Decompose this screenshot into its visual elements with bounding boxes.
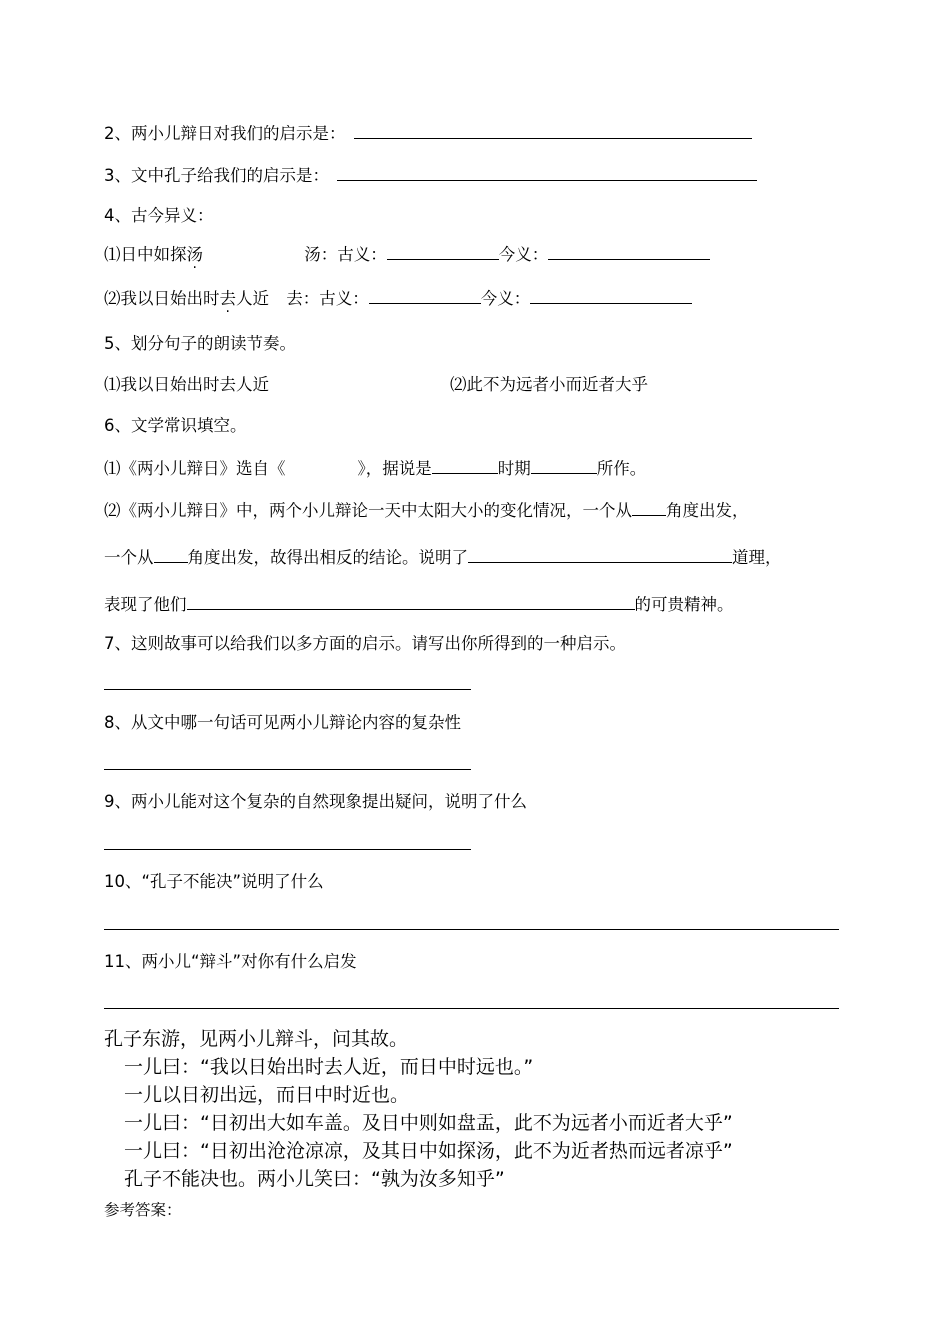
item-label: 汤：古义： xyxy=(304,245,387,264)
question-10: 10、“孔子不能决”说明了什么 xyxy=(104,872,324,891)
question-4-item-2 xyxy=(104,286,692,310)
answer-line[interactable] xyxy=(104,1008,839,1009)
item-phrase: ⑵我以日始出时去人近 xyxy=(104,289,269,308)
story-line: 孔子不能决也。两小儿笑曰：“孰为汝多知乎” xyxy=(124,1168,505,1190)
story-line: 一儿曰：“日初出大如车盖。及日中则如盘盂，此不为远者小而近者大乎” xyxy=(124,1112,733,1134)
answer-blank[interactable] xyxy=(354,121,752,139)
modern-label: 今义： xyxy=(480,289,531,308)
answer-blank[interactable] xyxy=(337,163,757,181)
answer-line[interactable] xyxy=(104,689,471,690)
question-8: 8、从文中哪一句话可见两小儿辩论内容的复杂性 xyxy=(104,713,461,732)
author-blank[interactable] xyxy=(432,456,498,474)
modern-meaning-blank[interactable] xyxy=(530,286,692,304)
question-6: 6、文学常识填空。 xyxy=(104,416,247,435)
story-line: 孔子东游，见两小儿辩斗，问其故。 xyxy=(104,1028,409,1050)
emphasis-dot: 去 xyxy=(219,289,236,308)
story-line: 一儿以日初出远，而日中时近也。 xyxy=(124,1084,410,1106)
question-11: 11、两小儿“辩斗”对你有什么启发 xyxy=(104,952,357,971)
question-4: 4、古今异义： xyxy=(104,206,214,225)
period-blank[interactable] xyxy=(531,456,597,474)
question-6-line-3: 一个从 角度出发，故得出相反的结论。说明了 道理， xyxy=(104,545,782,569)
angle-blank[interactable] xyxy=(632,498,666,516)
question-2-text: 2、两小儿辩日对我们的启示是： xyxy=(104,124,346,143)
answers-heading: 参考答案： xyxy=(104,1201,182,1219)
ancient-meaning-blank[interactable] xyxy=(387,242,499,260)
answer-line[interactable] xyxy=(104,769,471,770)
answer-line[interactable] xyxy=(104,929,839,930)
question-6-line-2: ⑵《两小儿辩日》中，两个小儿辩论一天中太阳大小的变化情况，一个从 角度出发， xyxy=(104,498,749,522)
question-5-sentence-2: ⑵此不为远者小而近者大乎 xyxy=(450,375,648,394)
emphasis-dot: 汤 xyxy=(186,245,203,264)
question-5-sentence-1: ⑴我以日始出时去人近 xyxy=(104,375,269,394)
story-line: 一儿曰：“日初出沧沧凉凉，及其日中如探汤，此不为近者热而远者凉乎” xyxy=(124,1140,733,1162)
question-9: 9、两小儿能对这个复杂的自然现象提出疑问，说明了什么 xyxy=(104,792,527,811)
question-3-text: 3、文中孔子给我们的启示是： xyxy=(104,166,329,185)
item-phrase: ⑴日中如探汤 xyxy=(104,245,203,264)
question-6-line-1: ⑴《两小儿辩日》选自《 》，据说是 时期 所作。 xyxy=(104,456,646,480)
question-2 xyxy=(104,121,752,145)
spirit-blank[interactable] xyxy=(187,592,635,610)
question-4-item-1 xyxy=(104,242,710,266)
reason-blank[interactable] xyxy=(468,545,732,563)
angle-blank[interactable] xyxy=(154,545,188,563)
story-line: 一儿曰：“我以日始出时去人近，而日中时远也。” xyxy=(124,1056,534,1078)
answer-line[interactable] xyxy=(104,849,471,850)
question-3 xyxy=(104,163,757,187)
question-7: 7、这则故事可以给我们以多方面的启示。请写出你所得到的一种启示。 xyxy=(104,634,626,653)
modern-label: 今义： xyxy=(498,245,549,264)
modern-meaning-blank[interactable] xyxy=(548,242,710,260)
question-6-line-4: 表现了他们 的可贵精神。 xyxy=(104,592,734,616)
question-5: 5、划分句子的朗读节奏。 xyxy=(104,334,296,353)
ancient-meaning-blank[interactable] xyxy=(369,286,481,304)
item-label: 去：古义： xyxy=(286,289,369,308)
